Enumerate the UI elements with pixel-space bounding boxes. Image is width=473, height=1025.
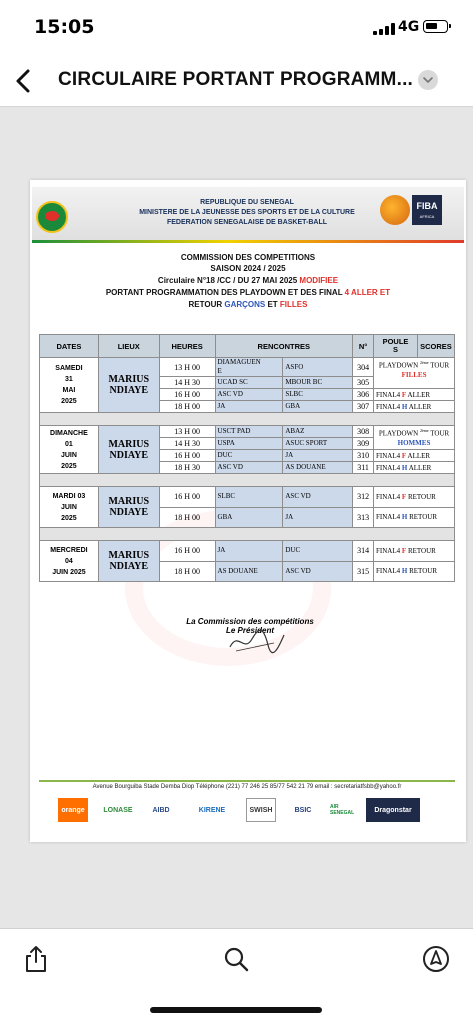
match-number: 314 xyxy=(353,541,374,562)
schedule-table xyxy=(39,334,455,582)
away-team: SLBC xyxy=(283,389,353,401)
poule-ordinal: 2ème xyxy=(419,428,429,433)
status-time: 15:05 xyxy=(34,16,95,38)
header-scores: SCORES xyxy=(417,335,454,358)
match-number: 308 xyxy=(353,426,374,438)
match-time: 18 H 30 xyxy=(159,462,215,474)
modified-tag: MODIFIEE xyxy=(297,276,339,285)
program-text: PORTANT PROGRAMMATION DES PLAYDOWN ET DES FINAL xyxy=(105,288,345,297)
header-line-2: MINISTERE DE LA JEUNESSE DES SPORTS ET DE LA CULTURE xyxy=(139,209,355,216)
and-text: ET xyxy=(265,300,280,309)
sponsor-logo: SWISH xyxy=(246,798,276,822)
poule-ordinal: 2ème xyxy=(419,360,429,365)
header-dates: DATES xyxy=(40,335,99,358)
home-team: JA xyxy=(215,541,283,562)
cellular-signal-icon xyxy=(373,23,395,35)
home-team: USCT PAD xyxy=(215,426,283,438)
sponsor-logo: BSIC xyxy=(294,806,312,814)
away-team: ASC VD xyxy=(283,561,353,582)
sponsor-logo: LONASE xyxy=(103,806,133,814)
match-time: 18 H 00 xyxy=(159,561,215,582)
match-score: FINAL4 F RETOUR xyxy=(374,487,455,508)
chevron-down-icon[interactable] xyxy=(418,70,438,90)
match-score: FINAL4 H ALLER xyxy=(374,462,455,474)
separator-row xyxy=(40,413,455,426)
program-highlight: 4 ALLER ET xyxy=(344,288,391,297)
home-team: DIAMAGUEN E xyxy=(215,358,283,377)
circular-title xyxy=(50,276,446,285)
status-bar xyxy=(0,0,473,56)
match-time: 16 H 00 xyxy=(159,450,215,462)
match-score: FINAL4 F RETOUR xyxy=(374,541,455,562)
away-team: JA xyxy=(283,450,353,462)
program-title xyxy=(50,288,446,297)
match-number: 307 xyxy=(353,401,374,413)
table-row xyxy=(40,426,455,438)
header-poules: POULE S xyxy=(374,335,418,358)
day-date: SAMEDI 31 MAI 2025 xyxy=(40,358,99,413)
match-time: 13 H 00 xyxy=(159,358,215,377)
poule-round: TOUR xyxy=(428,429,450,438)
match-number: 309 xyxy=(353,438,374,450)
handwritten-signature xyxy=(226,627,286,655)
signature-line-1: La Commission des compétitions xyxy=(186,617,314,626)
search-icon[interactable] xyxy=(220,943,252,975)
match-number: 306 xyxy=(353,389,374,401)
day-date: MARDI 03 JUIN 2025 xyxy=(40,487,99,528)
away-team: MBOUR BC xyxy=(283,377,353,389)
separator-cell xyxy=(40,413,455,426)
circular-number: Circulaire N°18 /CC / DU 27 MAI 2025 xyxy=(157,276,298,285)
back-arrow-icon[interactable] xyxy=(10,64,40,98)
header-times: HEURES xyxy=(159,335,215,358)
season-title: SAISON 2024 / 2025 xyxy=(210,264,286,273)
home-team: JA xyxy=(215,401,283,413)
away-team: JA xyxy=(283,507,353,528)
home-indicator[interactable] xyxy=(150,1007,322,1013)
table-row xyxy=(40,487,455,508)
sponsor-logo: KIRENE xyxy=(198,806,226,814)
header-line-3: FEDERATION SENEGALAISE DE BASKET-BALL xyxy=(166,219,328,226)
venue: MARIUS NDIAYE xyxy=(98,487,159,528)
home-team: AS DOUANE xyxy=(215,561,283,582)
match-score: FINAL4 F ALLER xyxy=(374,450,455,462)
match-number: 310 xyxy=(353,450,374,462)
network-type: 4G xyxy=(398,19,420,35)
share-icon[interactable] xyxy=(20,943,52,975)
home-team: UCAD SC xyxy=(215,377,283,389)
home-team: DUC xyxy=(215,450,283,462)
match-time: 18 H 00 xyxy=(159,401,215,413)
poule-label: PLAYDOWN xyxy=(378,361,420,370)
commission-title: COMMISSION DES COMPETITIONS xyxy=(180,253,316,262)
table-header-row xyxy=(40,335,455,358)
home-team: SLBC xyxy=(215,487,283,508)
match-time: 18 H 00 xyxy=(159,507,215,528)
signature-line-2: Le Président xyxy=(225,626,274,635)
home-team: USPA xyxy=(215,438,283,450)
sponsor-logo: Dragonstar xyxy=(366,798,420,822)
away-team: GBA xyxy=(283,401,353,413)
table-row xyxy=(40,358,455,377)
table-row xyxy=(40,541,455,562)
away-team: AS DOUANE xyxy=(283,462,353,474)
separator-cell xyxy=(40,474,455,487)
match-score: FINAL4 F ALLER xyxy=(374,389,455,401)
header-matches: RENCONTRES xyxy=(215,335,353,358)
match-score: FINAL4 H ALLER xyxy=(374,401,455,413)
fiba-subtext: AFRICA xyxy=(419,214,435,219)
battery-icon xyxy=(423,20,448,33)
venue: MARIUS NDIAYE xyxy=(98,358,159,413)
match-number: 313 xyxy=(353,507,374,528)
boys-label: GARÇONS xyxy=(224,300,266,309)
header-places: LIEUX xyxy=(98,335,159,358)
sponsor-logo: AIR SENEGAL xyxy=(330,804,355,816)
match-time: 14 H 30 xyxy=(159,438,215,450)
poule-category: HOMMES xyxy=(397,439,431,448)
poule-info xyxy=(374,426,455,450)
away-team: ASC VD xyxy=(283,487,353,508)
return-title xyxy=(50,300,446,309)
markup-icon[interactable] xyxy=(420,943,452,975)
separator-row xyxy=(40,528,455,541)
away-team: DUC xyxy=(283,541,353,562)
match-number: 304 xyxy=(353,358,374,377)
match-time: 16 H 00 xyxy=(159,487,215,508)
away-team: ASFO xyxy=(283,358,353,377)
document-title: CIRCULAIRE PORTANT PROGRAMM... xyxy=(58,69,414,90)
girls-label: FILLES xyxy=(279,300,308,309)
nav-bar xyxy=(0,56,473,107)
match-number: 311 xyxy=(353,462,374,474)
bottom-toolbar xyxy=(0,928,473,1025)
match-time: 14 H 30 xyxy=(159,377,215,389)
match-score: FINAL4 H RETOUR xyxy=(374,561,455,582)
match-time: 16 H 00 xyxy=(159,389,215,401)
fsbb-logo xyxy=(36,201,68,233)
home-team: GBA xyxy=(215,507,283,528)
document-page xyxy=(30,180,466,842)
venue: MARIUS NDIAYE xyxy=(98,426,159,474)
footer-rule xyxy=(39,780,455,782)
fiba-text: FIBA xyxy=(412,195,442,225)
venue: MARIUS NDIAYE xyxy=(98,541,159,582)
away-team: ABAZ xyxy=(283,426,353,438)
match-score: FINAL4 H RETOUR xyxy=(374,507,455,528)
basketball-icon xyxy=(380,195,410,225)
home-team: ASC VD xyxy=(215,462,283,474)
match-time: 16 H 00 xyxy=(159,541,215,562)
fiba-logo xyxy=(380,195,442,229)
poule-label: PLAYDOWN xyxy=(378,429,420,438)
document-header xyxy=(32,187,464,241)
separator-row xyxy=(40,474,455,487)
match-number: 305 xyxy=(353,377,374,389)
header-color-stripe xyxy=(32,240,464,243)
home-team: ASC VD xyxy=(215,389,283,401)
day-date: DIMANCHE 01 JUIN 2025 xyxy=(40,426,99,474)
match-number: 312 xyxy=(353,487,374,508)
header-number: N° xyxy=(353,335,374,358)
away-team: ASUC SPORT xyxy=(283,438,353,450)
return-text: RETOUR xyxy=(188,300,225,309)
poule-info xyxy=(374,358,455,389)
day-date: MERCREDI 04 JUIN 2025 xyxy=(40,541,99,582)
header-line-1: REPUBLIQUE DU SENEGAL xyxy=(200,199,294,206)
sponsor-logo: AIBD xyxy=(152,806,170,814)
poule-round: TOUR xyxy=(428,361,450,370)
separator-cell xyxy=(40,528,455,541)
match-number: 315 xyxy=(353,561,374,582)
match-time: 13 H 00 xyxy=(159,426,215,438)
poule-category: FILLES xyxy=(401,371,427,380)
footer-address: Avenue Bourguiba Stade Demba Diop Téléphone (221) 77 246 25 85/77 542 21 79 email : secretariatfsbb@yahoo.fr xyxy=(92,784,402,790)
sponsor-logo: orange xyxy=(58,798,88,822)
